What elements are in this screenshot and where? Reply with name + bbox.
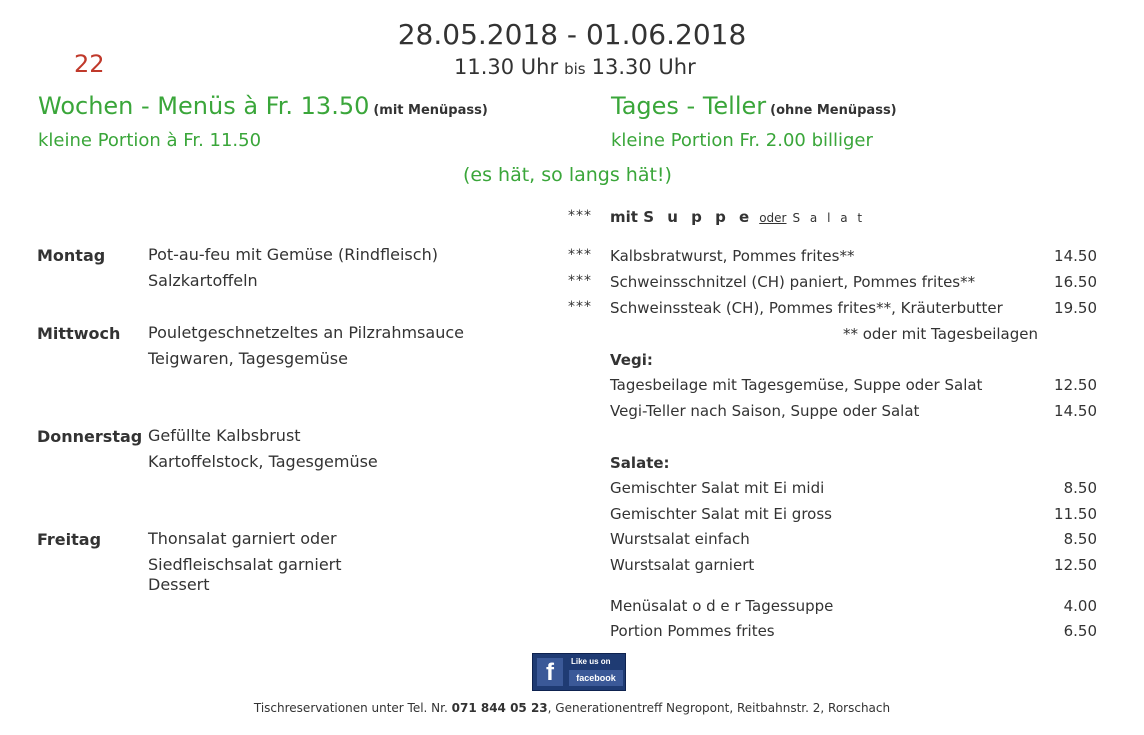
facebook-like-text: Like us on bbox=[571, 657, 611, 666]
footer-suffix: , Generationentreff Negropont, Reitbahnstr. 2, Rorschach bbox=[547, 701, 891, 715]
time-to: 13.30 Uhr bbox=[591, 55, 696, 79]
menu-item-price: 11.50 bbox=[1054, 505, 1097, 523]
menu-item-price: 12.50 bbox=[1054, 556, 1097, 574]
menu-item-price: 14.50 bbox=[1054, 247, 1097, 265]
time-bis: bis bbox=[564, 60, 586, 78]
day-label: Mittwoch bbox=[37, 324, 121, 343]
dish-line: Pouletgeschnetzeltes an Pilzrahmsauce bbox=[148, 323, 464, 342]
wochen-menu-title-text: Wochen - Menüs à Fr. 13.50 bbox=[38, 92, 370, 120]
serving-time bbox=[454, 55, 696, 79]
day-label: Donnerstag bbox=[37, 427, 143, 446]
dish-line: Thonsalat garniert oder bbox=[148, 529, 337, 548]
suppe-label: S u p p e bbox=[643, 208, 754, 226]
day-label: Freitag bbox=[37, 530, 102, 549]
tages-teller-title-text: Tages - Teller bbox=[611, 92, 767, 120]
menu-item-name: Vegi-Teller nach Saison, Suppe oder Salat bbox=[610, 402, 920, 420]
tages-small-portion: kleine Portion Fr. 2.00 billiger bbox=[611, 130, 873, 151]
menu-item-name: Tagesbeilage mit Tagesgemüse, Suppe oder Salat bbox=[610, 376, 983, 394]
menu-item-name: Portion Pommes frites bbox=[610, 622, 775, 640]
day-label: Montag bbox=[37, 246, 106, 265]
stars-marker: *** bbox=[568, 208, 592, 224]
tages-teller-title bbox=[611, 92, 897, 120]
menu-item-name: Wurstsalat einfach bbox=[610, 530, 750, 548]
tages-teller-note: (ohne Menüpass) bbox=[770, 103, 897, 118]
stars-marker: *** bbox=[568, 247, 592, 263]
mit-label: mit bbox=[610, 208, 638, 226]
slogan: (es hät, so langs hät!) bbox=[463, 164, 672, 186]
menu-item-price: 19.50 bbox=[1054, 299, 1097, 317]
menu-item-price: 14.50 bbox=[1054, 402, 1097, 420]
menu-item-name: Wurstsalat garniert bbox=[610, 556, 755, 574]
facebook-f-icon: f bbox=[537, 658, 563, 686]
menu-item-price: 6.50 bbox=[1063, 622, 1097, 640]
menu-item-name: Gemischter Salat mit Ei gross bbox=[610, 505, 832, 523]
dish-line: Siedfleischsalat garniert bbox=[148, 555, 342, 574]
salat-label: S a l a t bbox=[792, 211, 866, 225]
vegi-title: Vegi: bbox=[610, 351, 653, 369]
mit-suppe-oder-salat bbox=[610, 208, 865, 226]
pommes-footnote: ** oder mit Tagesbeilagen bbox=[842, 325, 1038, 343]
menu-item-price: 8.50 bbox=[1063, 479, 1097, 497]
dish-line: Gefüllte Kalbsbrust bbox=[148, 426, 301, 445]
date-range: 28.05.2018 - 01.06.2018 bbox=[397, 18, 747, 51]
salate-title: Salate: bbox=[610, 454, 670, 472]
menu-item-name: Menüsalat o d e r Tagessuppe bbox=[610, 597, 834, 615]
time-from: 11.30 Uhr bbox=[454, 55, 559, 79]
facebook-badge[interactable] bbox=[532, 653, 626, 691]
reservation-footer bbox=[0, 701, 1144, 715]
dish-line: Teigwaren, Tagesgemüse bbox=[148, 349, 348, 368]
dish-line: Salzkartoffeln bbox=[148, 271, 258, 290]
dish-line: Pot-au-feu mit Gemüse (Rindfleisch) bbox=[148, 245, 438, 264]
stars-marker: *** bbox=[568, 299, 592, 315]
menu-item-name: Schweinsschnitzel (CH) paniert, Pommes frites** bbox=[610, 273, 976, 291]
dish-line: Dessert bbox=[148, 575, 210, 594]
wochen-small-portion: kleine Portion à Fr. 11.50 bbox=[38, 130, 262, 151]
menu-item-price: 12.50 bbox=[1054, 376, 1097, 394]
menu-item-name: Kalbsbratwurst, Pommes frites** bbox=[610, 247, 855, 265]
menu-item-price: 8.50 bbox=[1063, 530, 1097, 548]
dish-line: Kartoffelstock, Tagesgemüse bbox=[148, 452, 378, 471]
menu-item-price: 16.50 bbox=[1054, 273, 1097, 291]
footer-prefix: Tischreservationen unter Tel. Nr. bbox=[253, 701, 448, 715]
wochen-menu-title bbox=[38, 92, 488, 120]
facebook-button[interactable]: facebook bbox=[569, 670, 623, 686]
menu-item-name: Schweinssteak (CH), Pommes frites**, Kräuterbutter bbox=[610, 299, 1003, 317]
wochen-menu-note: (mit Menüpass) bbox=[373, 103, 488, 118]
oder-label: oder bbox=[759, 211, 787, 225]
menu-item-price: 4.00 bbox=[1063, 597, 1097, 615]
stars-marker: *** bbox=[568, 273, 592, 289]
menu-item-name: Gemischter Salat mit Ei midi bbox=[610, 479, 825, 497]
footer-phone: 071 844 05 23 bbox=[451, 701, 548, 715]
week-number: 22 bbox=[74, 50, 105, 78]
